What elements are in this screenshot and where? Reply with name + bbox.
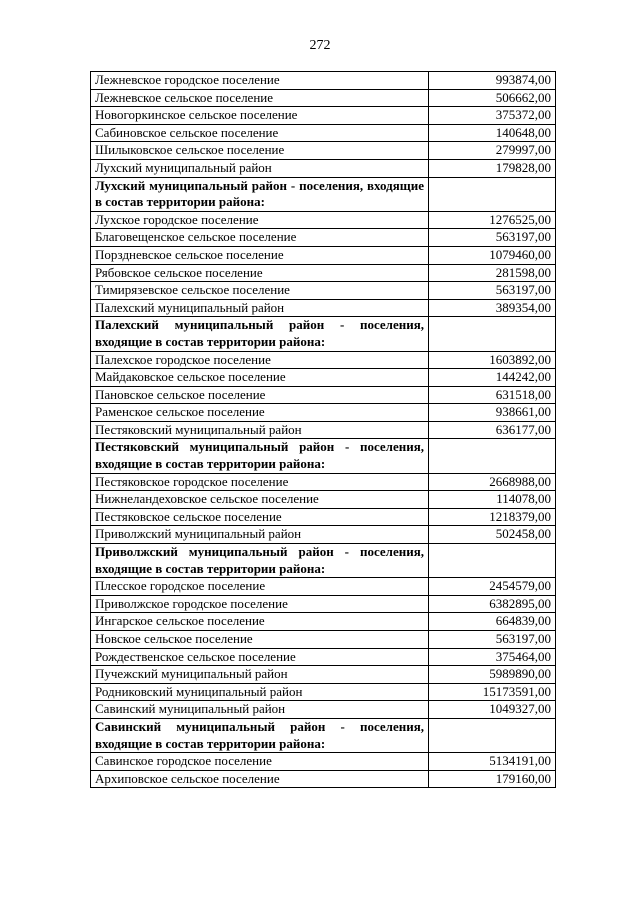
table-body [91, 72, 556, 788]
table-row [91, 142, 556, 160]
amount-value: 2454579,00 [429, 578, 556, 596]
amount-value: 179160,00 [429, 770, 556, 788]
settlement-name: Шилыковское сельское поселение [91, 142, 429, 160]
settlement-name: Лухский муниципальный район - поселения, входящие в состав территории района: [91, 177, 429, 211]
table-row [91, 229, 556, 247]
table-row [91, 491, 556, 509]
settlement-name: Пестяковский муниципальный район - поселения, входящие в состав территории района: [91, 439, 429, 473]
settlement-name: Майдаковское сельское поселение [91, 369, 429, 387]
amount-value: 144242,00 [429, 369, 556, 387]
table-row [91, 613, 556, 631]
settlement-name: Благовещенское сельское поселение [91, 229, 429, 247]
amount-value [429, 439, 556, 473]
table-row [91, 666, 556, 684]
amount-value: 938661,00 [429, 404, 556, 422]
table-row [91, 508, 556, 526]
amount-value [429, 317, 556, 351]
table-row [91, 72, 556, 90]
table-row [91, 648, 556, 666]
settlement-name: Архиповское сельское поселение [91, 770, 429, 788]
table-row [91, 595, 556, 613]
table-row [91, 753, 556, 771]
settlement-name: Савинское городское поселение [91, 753, 429, 771]
amount-value [429, 718, 556, 752]
settlement-name: Палехский муниципальный район [91, 299, 429, 317]
settlement-name: Новское сельское поселение [91, 631, 429, 649]
settlement-name: Родниковский муниципальный район [91, 683, 429, 701]
amount-value: 1218379,00 [429, 508, 556, 526]
table-row [91, 404, 556, 422]
budget-table [90, 71, 556, 788]
settlement-name: Савинский муниципальный район [91, 701, 429, 719]
amount-value: 563197,00 [429, 631, 556, 649]
amount-value: 375464,00 [429, 648, 556, 666]
amount-value: 1079460,00 [429, 246, 556, 264]
amount-value: 375372,00 [429, 107, 556, 125]
section-header-row [91, 544, 556, 578]
table-row [91, 264, 556, 282]
table-row [91, 386, 556, 404]
amount-value [429, 177, 556, 211]
amount-value: 15173591,00 [429, 683, 556, 701]
amount-value [429, 544, 556, 578]
amount-value: 993874,00 [429, 72, 556, 90]
amount-value: 1049327,00 [429, 701, 556, 719]
settlement-name: Тимирязевское сельское поселение [91, 282, 429, 300]
table-row [91, 351, 556, 369]
amount-value: 1276525,00 [429, 211, 556, 229]
settlement-name: Пучежский муниципальный район [91, 666, 429, 684]
amount-value: 279997,00 [429, 142, 556, 160]
table-row [91, 701, 556, 719]
table-row [91, 299, 556, 317]
settlement-name: Пестяковское городское поселение [91, 473, 429, 491]
amount-value: 5989890,00 [429, 666, 556, 684]
settlement-name: Приволжский муниципальный район - поселения, входящие в состав территории района: [91, 544, 429, 578]
table-row [91, 246, 556, 264]
settlement-name: Лухское городское поселение [91, 211, 429, 229]
amount-value: 2668988,00 [429, 473, 556, 491]
table-row [91, 578, 556, 596]
table-row [91, 107, 556, 125]
settlement-name: Приволжское городское поселение [91, 595, 429, 613]
settlement-name: Пестяковское сельское поселение [91, 508, 429, 526]
amount-value: 664839,00 [429, 613, 556, 631]
section-header-row [91, 317, 556, 351]
amount-value: 1603892,00 [429, 351, 556, 369]
table-row [91, 159, 556, 177]
table-row [91, 631, 556, 649]
table-row [91, 421, 556, 439]
amount-value: 506662,00 [429, 89, 556, 107]
amount-value: 563197,00 [429, 229, 556, 247]
section-header-row [91, 177, 556, 211]
table-row [91, 124, 556, 142]
table-row [91, 282, 556, 300]
table-row [91, 473, 556, 491]
amount-value: 114078,00 [429, 491, 556, 509]
amount-value: 563197,00 [429, 282, 556, 300]
settlement-name: Плесское городское поселение [91, 578, 429, 596]
settlement-name: Палехский муниципальный район - поселения, входящие в состав территории района: [91, 317, 429, 351]
table-row [91, 211, 556, 229]
table-row [91, 369, 556, 387]
settlement-name: Рождественское сельское поселение [91, 648, 429, 666]
settlement-name: Сабиновское сельское поселение [91, 124, 429, 142]
amount-value: 502458,00 [429, 526, 556, 544]
amount-value: 636177,00 [429, 421, 556, 439]
settlement-name: Лежневское городское поселение [91, 72, 429, 90]
amount-value: 6382895,00 [429, 595, 556, 613]
page-number: 272 [309, 38, 331, 53]
amount-value: 5134191,00 [429, 753, 556, 771]
table-row [91, 526, 556, 544]
settlement-name: Нижнеландеховское сельское поселение [91, 491, 429, 509]
settlement-name: Лежневское сельское поселение [91, 89, 429, 107]
settlement-name: Савинский муниципальный район - поселения, входящие в состав территории района: [91, 718, 429, 752]
settlement-name: Ингарское сельское поселение [91, 613, 429, 631]
amount-value: 179828,00 [429, 159, 556, 177]
settlement-name: Пестяковский муниципальный район [91, 421, 429, 439]
settlement-name: Порздневское сельское поселение [91, 246, 429, 264]
section-header-row [91, 439, 556, 473]
amount-value: 631518,00 [429, 386, 556, 404]
amount-value: 389354,00 [429, 299, 556, 317]
amount-value: 140648,00 [429, 124, 556, 142]
settlement-name: Новогоркинское сельское поселение [91, 107, 429, 125]
settlement-name: Пановское сельское поселение [91, 386, 429, 404]
amount-value: 281598,00 [429, 264, 556, 282]
table-row [91, 89, 556, 107]
table-row [91, 770, 556, 788]
settlement-name: Палехское городское поселение [91, 351, 429, 369]
settlement-name: Рябовское сельское поселение [91, 264, 429, 282]
section-header-row [91, 718, 556, 752]
settlement-name: Лухский муниципальный район [91, 159, 429, 177]
settlement-name: Приволжский муниципальный район [91, 526, 429, 544]
table-row [91, 683, 556, 701]
settlement-name: Раменское сельское поселение [91, 404, 429, 422]
